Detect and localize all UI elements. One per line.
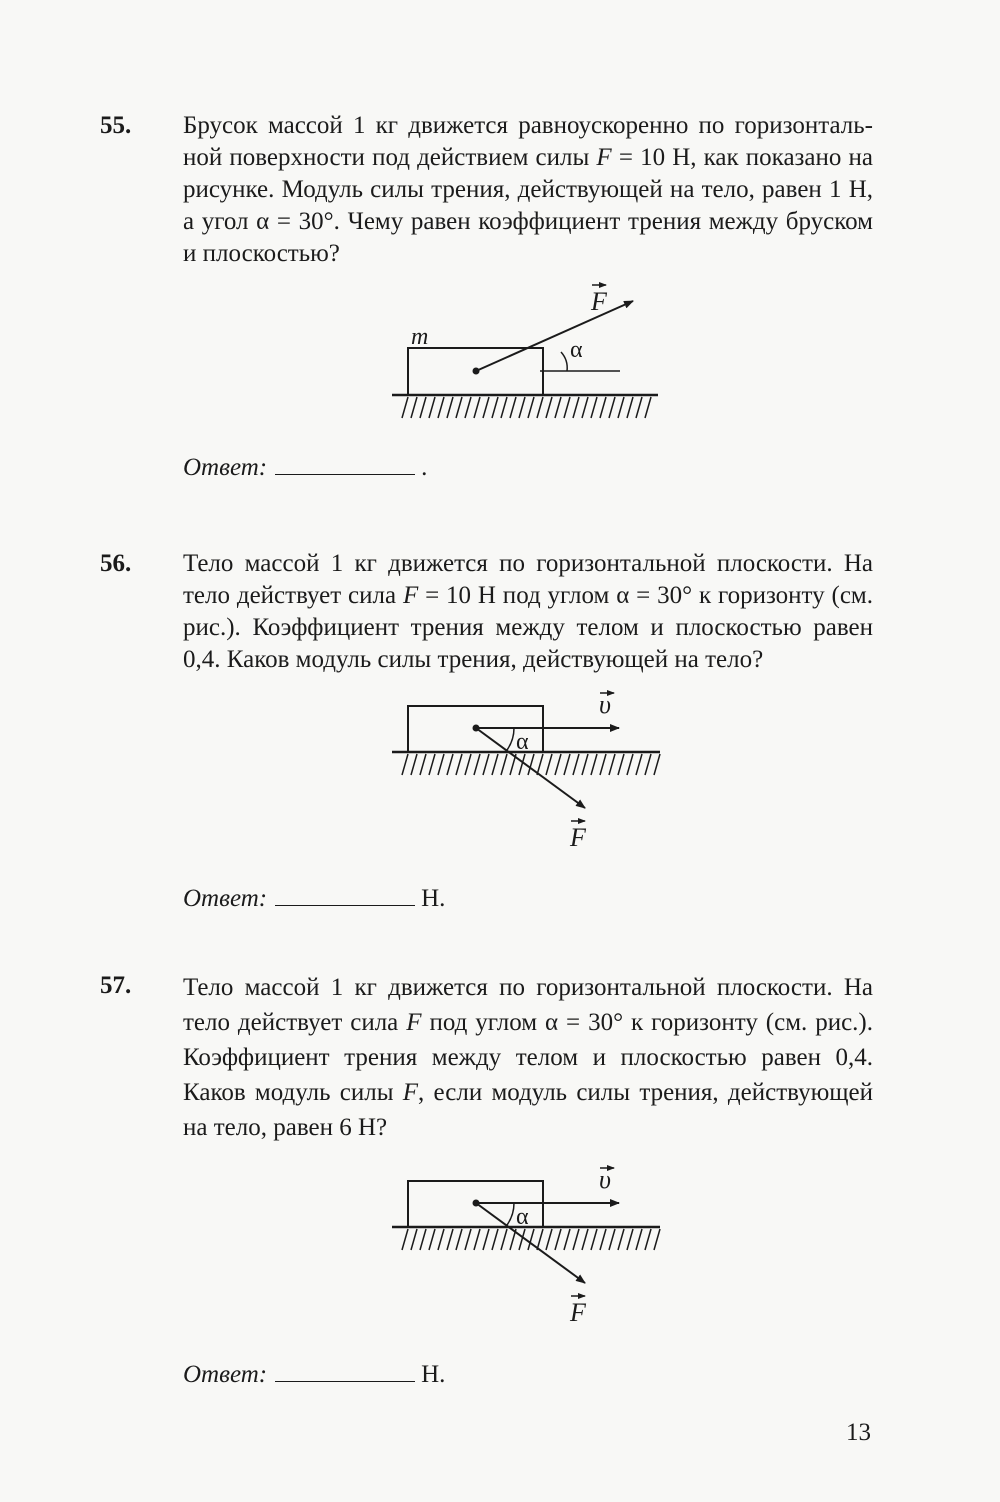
problem-number: 55.: [100, 112, 132, 139]
answer-line: [183, 1359, 445, 1391]
angle-arc: [561, 352, 567, 371]
figure-55: [380, 270, 680, 430]
angle-label: α: [516, 729, 529, 755]
force-vector-symbol: F: [402, 1079, 419, 1106]
force-label: F: [570, 1298, 586, 1327]
problem-text: Брусок массой 1 кг движется равноускоренно по горизонтальной поверхности под действием силы F = 10 Н, как показано на рисунке. Модуль силы трения, действующей на тело, равен 1 Н, а угол α = 30°. Чему равен коэффициент трения между бруском и плоскостью?: [183, 112, 874, 267]
force-vector: [476, 728, 585, 808]
velocity-label: υ: [599, 1165, 611, 1194]
answer-unit: Н.: [421, 885, 446, 912]
angle-label: α: [570, 337, 583, 363]
force-vector-symbol: F: [406, 1009, 422, 1036]
force-vector: [476, 301, 633, 371]
angle-arc: [507, 728, 514, 750]
page-number: 13: [846, 1419, 871, 1446]
angle-label: α: [516, 1204, 529, 1230]
answer-line: [183, 883, 445, 915]
velocity-label: υ: [599, 690, 611, 719]
answer-field[interactable]: [275, 1359, 415, 1382]
figure-56: [380, 686, 680, 856]
mass-label: m: [411, 324, 429, 350]
problem-number: 57.: [100, 972, 132, 999]
answer-line: [183, 452, 427, 484]
force-vector: [476, 1203, 585, 1283]
ground-hatching: [402, 397, 651, 418]
answer-unit: .: [421, 454, 428, 481]
force-label: F: [591, 287, 607, 316]
force-symbol: F: [596, 144, 612, 171]
problem-text: Тело массой 1 кг движется по горизонтальной плоскости. На тело действует сила F = 10 Н под углом α = 30° к горизонту (см. рис.). Коэффициент трения между телом и плоскостью равен 0,4. Каков модуль силы трения, действующей на тело?: [183, 550, 873, 673]
force-symbol: F: [402, 582, 419, 609]
answer-field[interactable]: [275, 883, 415, 906]
angle-arc: [507, 1203, 514, 1225]
problem-text: Тело массой 1 кг движется по горизонтальной плоскости. На тело действует сила F под углом α = 30° к горизонту (см. рис.). Коэффициент трения между телом и плоскостью равен 0,4. Каков модуль силы F, если модуль силы трения, действующей на тело, равен 6 Н?: [183, 974, 874, 1141]
answer-label: Ответ:: [183, 885, 268, 912]
force-label: F: [570, 823, 586, 852]
ground-hatching: [402, 754, 660, 775]
figure-57: [380, 1161, 680, 1331]
answer-label: Ответ:: [183, 454, 268, 481]
problem-number: 56.: [100, 550, 132, 577]
answer-label: Ответ:: [183, 1361, 268, 1388]
answer-unit: Н.: [421, 1361, 446, 1388]
answer-field[interactable]: [275, 452, 415, 475]
ground-hatching: [402, 1229, 660, 1250]
